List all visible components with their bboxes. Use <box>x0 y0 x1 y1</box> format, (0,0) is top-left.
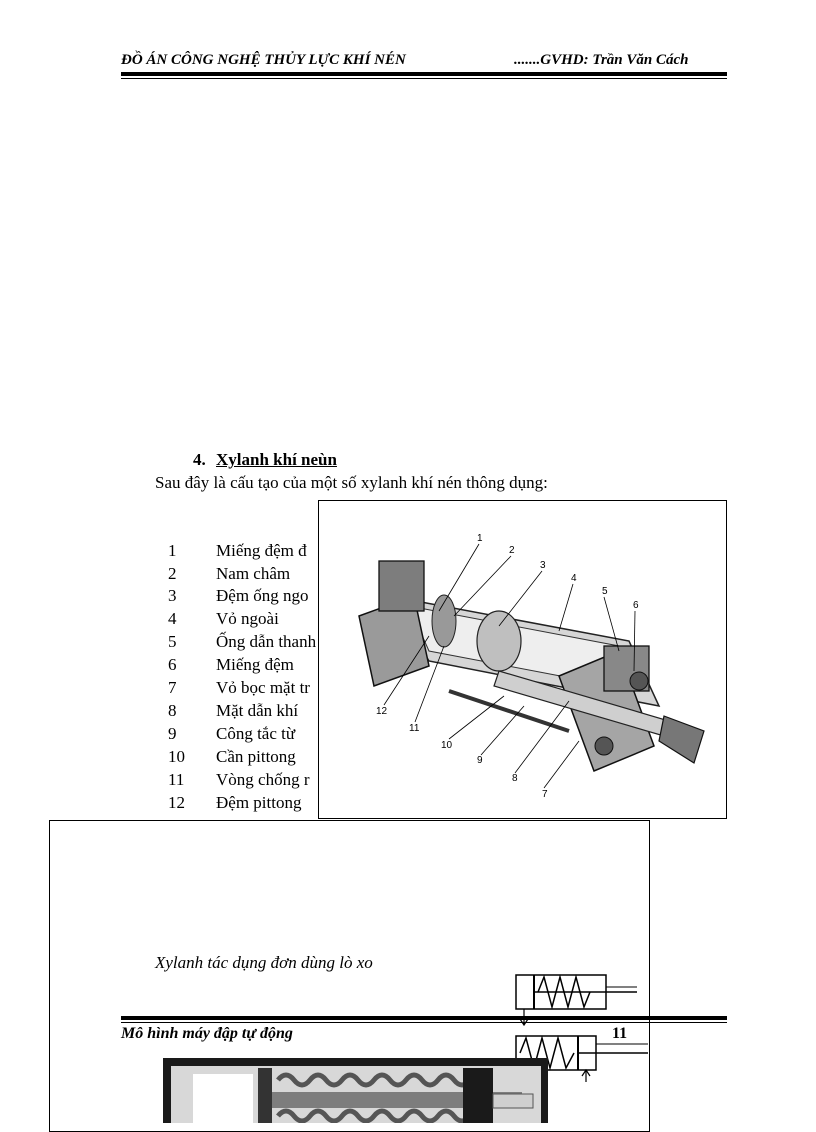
list-item-num: 9 <box>168 724 177 743</box>
callout-leader <box>515 701 569 773</box>
callout-3: 3 <box>540 560 546 571</box>
header-left: ĐỒ ÁN CÔNG NGHỆ THỦY LỰC KHÍ NÉN <box>121 52 406 68</box>
footer-rule-thick <box>121 1016 727 1020</box>
list-item-num: 1 <box>168 541 177 560</box>
list-item-label: Vỏ bọc mặt tr <box>216 678 310 697</box>
port-fitting <box>630 672 648 690</box>
callout-8: 8 <box>512 773 518 784</box>
cylinder-cutaway-illustration <box>319 501 726 818</box>
list-item-num: 8 <box>168 701 177 720</box>
list-item-num: 12 <box>168 793 185 812</box>
callout-2: 2 <box>509 545 515 556</box>
section-number: 4. <box>193 450 206 469</box>
list-item-label: Công tắc từ <box>216 724 296 743</box>
callout-12: 12 <box>376 706 388 717</box>
list-item-num: 2 <box>168 564 177 583</box>
spring-cylinder-cutaway <box>163 1058 548 1123</box>
page-number: 11 <box>612 1025 628 1042</box>
list-item-label: Miếng đệm <box>216 655 294 674</box>
list-item-label: Ống dẫn thanh <box>216 632 317 651</box>
callout-leader <box>449 696 504 739</box>
callout-5: 5 <box>602 586 608 597</box>
list-item-label: Vòng chống r <box>216 770 310 789</box>
callout-7: 7 <box>542 789 548 800</box>
list-item-num: 3 <box>168 586 177 605</box>
footer-rule-thin <box>121 1022 727 1023</box>
footer-title: Mô hình máy đập tự động <box>121 1025 293 1042</box>
callout-leader <box>499 571 542 626</box>
section-intro: Sau đây là cấu tạo của một số xylanh khí nén thông dụng: <box>155 473 548 492</box>
callout-leader <box>481 706 524 755</box>
callout-6: 6 <box>633 600 639 611</box>
section-title: Xylanh khí neùn <box>216 450 337 469</box>
list-item-label: Đệm pittong <box>216 793 302 812</box>
port-fitting <box>595 737 613 755</box>
callout-leader <box>544 741 579 788</box>
list-item-num: 4 <box>168 609 177 628</box>
list-item-label: Vỏ ngoài <box>216 609 279 628</box>
list-item-num: 7 <box>168 678 177 697</box>
list-item-label: Cần pittong <box>216 747 296 766</box>
rod-end-thread <box>659 716 704 763</box>
callout-leader <box>439 544 479 611</box>
callout-4: 4 <box>571 573 577 584</box>
piston-body <box>477 611 521 671</box>
list-item-label: Nam châm <box>216 564 291 583</box>
header-right: .......GVHD: Trần Văn Cách <box>514 52 689 68</box>
list-item-num: 6 <box>168 655 177 674</box>
list-item-num: 5 <box>168 632 177 651</box>
callout-10: 10 <box>441 740 453 751</box>
callout-9: 9 <box>477 755 483 766</box>
list-item-label: Đệm ống ngo <box>216 586 309 605</box>
callout-1: 1 <box>477 533 483 544</box>
callout-leader <box>559 584 573 631</box>
callout-leader <box>454 556 511 616</box>
spring-caption: Xylanh tác dụng đơn dùng lò xo <box>155 953 373 972</box>
callout-11: 11 <box>409 723 420 734</box>
list-item-num: 10 <box>168 747 185 766</box>
list-item-label: Miếng đệm đ <box>216 541 307 560</box>
cylinder-figure-frame <box>318 500 727 819</box>
list-item-num: 11 <box>168 770 185 789</box>
list-item-label: Mặt dẫn khí <box>216 701 299 720</box>
rear-cap-block <box>379 561 424 611</box>
spring-cylinder-symbol <box>512 965 642 1030</box>
